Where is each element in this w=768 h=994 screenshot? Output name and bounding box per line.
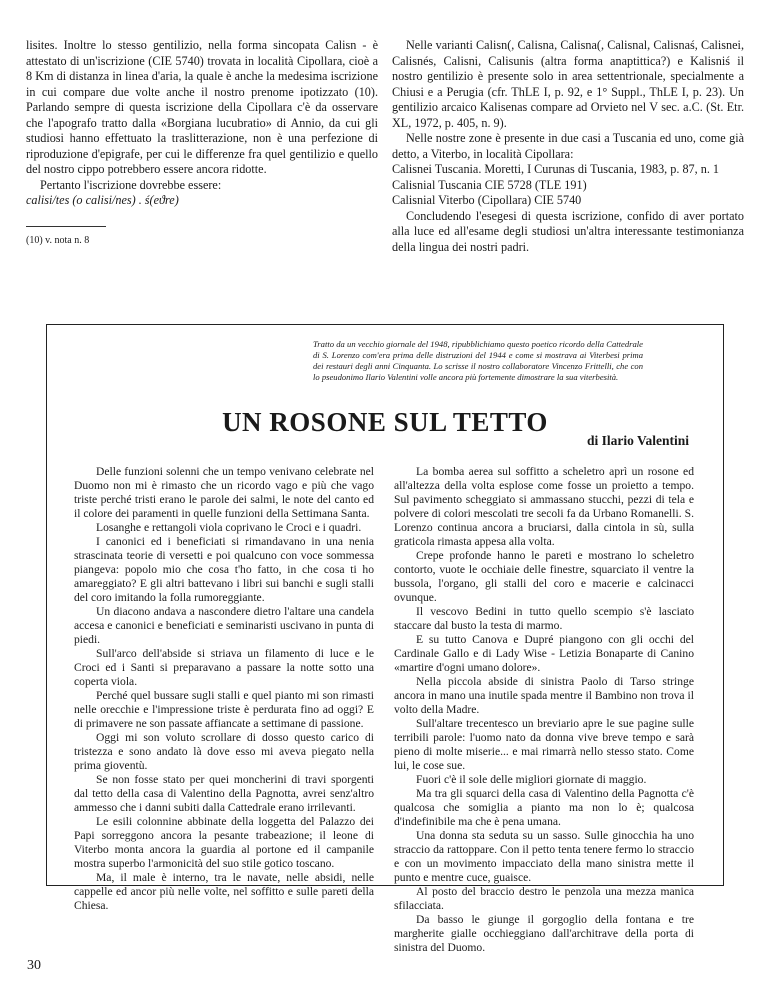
article-paragraph: Delle funzioni solenni che un tempo venivano celebrate nel Duomo non mi è rimasto che un ricordo vago e più che vago triste perché tristi erano le parole dei salmi, le note del canto ed il colore dei paramenti in quelle funzioni della Settimana Santa. — [74, 465, 374, 520]
footnote-divider — [26, 226, 106, 227]
source-calisnial-tuscania: Calisnial Tuscania CIE 5728 (TLE 191) — [392, 177, 587, 192]
article-paragraph: Nella piccola abside di sinistra Paolo di Tarso stringe ancora in mano una inutile spada mentre il Bambino non trova il volto della Madre. — [394, 675, 694, 716]
article-paragraph: Fuori c'è il sole delle migliori giornate di maggio. — [416, 773, 647, 786]
article-right-column — [394, 465, 694, 955]
source-calisnial-viterbo: Calisnial Viterbo (Cipollara) CIE 5740 — [392, 193, 582, 207]
article-intro: Tratto da un vecchio giornale del 1948, ripubblichiamo questo poetico ricordo della Cattedrale di S. Lorenzo com'era prima delle distruzioni del 1944 e come si mostrava ai Viterbesi prima dei restauri degli anni Cinquanta. Lo scrisse il nostro collaboratore Vincenzo Frittelli, che con lo pseudonimo Ilario Valentini volle ancora più fortemente dimostrare la sua viterbesità. — [313, 339, 643, 382]
article-paragraph: Il vescovo Bedini in tutto quello scempio s'è lasciato staccare dal busto la testa di marmo. — [394, 605, 694, 632]
source-calisnei: Calisnei Tuscania. Moretti, I Curunas di Tuscania, 1983, p. 87, n. 1 — [392, 162, 720, 176]
article-paragraph: Sull'arco dell'abside si striava un filamento di luce e le Croci ed i Santi si preparavano a passare la notte sotto una coperta viola. — [74, 647, 374, 688]
inscription-reading: calisi/tes (o calisi/nes) . ś(eϑre) — [26, 193, 179, 207]
article-paragraph: E su tutto Canova e Dupré piangono con gli occhi del Cardinale Gallo e di Lady Wise - Letizia Bonaparte di Canino «martire d'ogni umano dolore». — [394, 633, 694, 674]
article-byline: di Ilario Valentini — [586, 433, 689, 448]
right-column — [392, 38, 744, 255]
article-paragraph: Perché quel bussare sugli stalli e quel pianto mi son rimasti nelle orecchie e l'impressione triste è perdurata fino ad oggi? E di primavere ne son passate affiancate a settimane di passione. — [74, 689, 374, 730]
footnote-10: (10) v. nota n. 8 — [26, 234, 90, 246]
article-paragraph: I canonici ed i beneficiati si rimandavano in una nenia strascinata teorie di versetti e poi qualcuno con voce sommessa piangeva: popolo mio che cosa t'ho fatto, in che cosa ti ho amareggiato? E gli altri battevano i libri sui banchi e sugli stalli del coro imitando la folla rumoreggiante. — [74, 535, 374, 604]
article-paragraph: Se non fosse stato per quei moncherini di travi sporgenti dal tetto della casa di Valentino della Pagnotta, avrei senz'altro ammesso che i danni subiti dalla Cattedrale erano irrilevanti. — [74, 773, 374, 814]
article-paragraph: Al posto del braccio destro le penzola una mezza manica sfilacciata. — [394, 885, 694, 912]
left-column — [26, 38, 378, 255]
article-paragraph: La bomba aerea sul soffitto a scheletro aprì un rosone ed all'altezza della volta esplose come fosse un proietto a tempo. Sul pavimento scheggiato si ammassano stucchi, pezzi di tela e polvere di colori mescolati tre secoli fa da Urbano Romanelli. S. Lorenzo continua ancora a bruciarsi, dalla cintola in sù, sulla graticola rimasta appesa alla volta. — [394, 465, 694, 548]
article-paragraph: Da basso le giunge il gorgoglio della fontana e tre margherite gialle occhieggiano dall'architrave della porta di sinistra del Duomo. — [394, 913, 694, 954]
article-paragraph: Ma, il male è interno, tra le navate, nelle absidi, nelle cappelle ed ancor più nelle volte, nel soffitto e sulle pareti della Chiesa. — [74, 871, 374, 912]
upper-text-section — [26, 38, 744, 255]
article-paragraph: Ma tra gli squarci della casa di Valentino della Pagnotta c'è qualcosa che somiglia a pianto ma non lo è; qualcosa d'indefinibile ma che è pena umana. — [394, 787, 694, 828]
article-paragraph: Losanghe e rettangoli viola coprivano le Croci e i quadri. — [96, 521, 362, 534]
article-title: UN ROSONE SUL TETTO — [222, 407, 548, 437]
article-paragraph: Una donna sta seduta su un sasso. Sulle ginocchia ha uno straccio da rattoppare. Con il petto tenta tenere fermo lo straccio e con un movimento impacciato della mano sinistra mette il punto e mentre cuce, guaisce. — [394, 829, 694, 884]
article-paragraph: Crepe profonde hanno le pareti e mostrano lo scheletro contorto, vuote le occhiaie delle finestre, squarciato il ventre la bussola, l'organo, gli stalli del coro e macerie e calcinacci ovunque. — [394, 549, 694, 604]
page-number: 30 — [27, 958, 41, 973]
article-paragraph: Oggi mi son voluto scrollare di dosso questo carico di tristezza e sono andato là dove esso mi aveva piegato nella prima gioventù. — [74, 731, 374, 772]
article-columns — [74, 465, 694, 955]
article-paragraph: Un diacono andava a nascondere dietro l'altare una candela accesa e canonici e beneficiati e seminaristi uscivano in punta di piedi. — [74, 605, 374, 646]
article-box — [46, 324, 724, 954]
article-paragraph: Le esili colonnine abbinate della loggetta del Palazzo dei Papi sorreggono ancora la pesante trabeazione; il leone di Viterbo monta ancora la guardia al portone ed il campanile mostra superbo l'armonicità del suo stile gotico toscano. — [74, 815, 374, 870]
article-left-column — [74, 465, 374, 955]
article-paragraph: Sull'altare trecentesco un breviario apre le sue pagine sulle terribili parole: l'uomo nato da donna vive breve tempo e sarà pieno di molte miserie... e mai rimarrà nello stesso stato. Come lui, le cose sue. — [394, 717, 694, 772]
right-paragraph-3: Concludendo l'esegesi di questa iscrizione, confido di aver portato alla luce ed all'esame degli studiosi un'altra interessante testimonianza della lingua dei nostri padri. — [392, 208, 744, 254]
right-paragraph-1: Nelle varianti Calisn(, Calisna, Calisna(, Calisnal, Calisnaś, Calisnei, Calisnés, Calisni, Calisunis (altra forma anaptittica?) e Kalisniś il nostro gentilizio è presente solo in area settentrionale, specialmente a Chiusi e a Perugia (cfr. ThLE I, p. 92, e 1° Suppl., ThLE I, p. 23). Un gentilizio arcaico Kalisenas compare ad Orvieto nel V sec. a.C. (St. Etr. XL, 1972, p. 405, n. 9). — [392, 38, 744, 130]
left-paragraph-2: Pertanto l'iscrizione dovrebbe essere: — [40, 177, 222, 192]
right-paragraph-2: Nelle nostre zone è presente in due casi a Tuscania ed uno, come già detto, a Viterbo, in località Cipollara: — [392, 131, 744, 161]
left-paragraph-1: lisites. Inoltre lo stesso gentilizio, nella forma sincopata Calisn - è attestato di un'iscrizione (CIE 5740) trovata in località Cipollara, cioè a 8 Km di distanza in linea d'aria, la quale è anche la medesima iscrizione in cui compare due volte anche il nostro prenome ipotizzato (10). Parlando sempre di questa iscrizione della Cipollara c'è da osservare che l'apografo tratto dalla «Borgiana lucubratio» di Annio, da cui gli studiosi hanno effettuato la traslitterazione, non è una perfezione di riproduzione d'epigrafe, per cui le differenze fra quel gentilizio e quello del nostro cippo potrebbero essere ancora ridotte. — [26, 38, 378, 176]
